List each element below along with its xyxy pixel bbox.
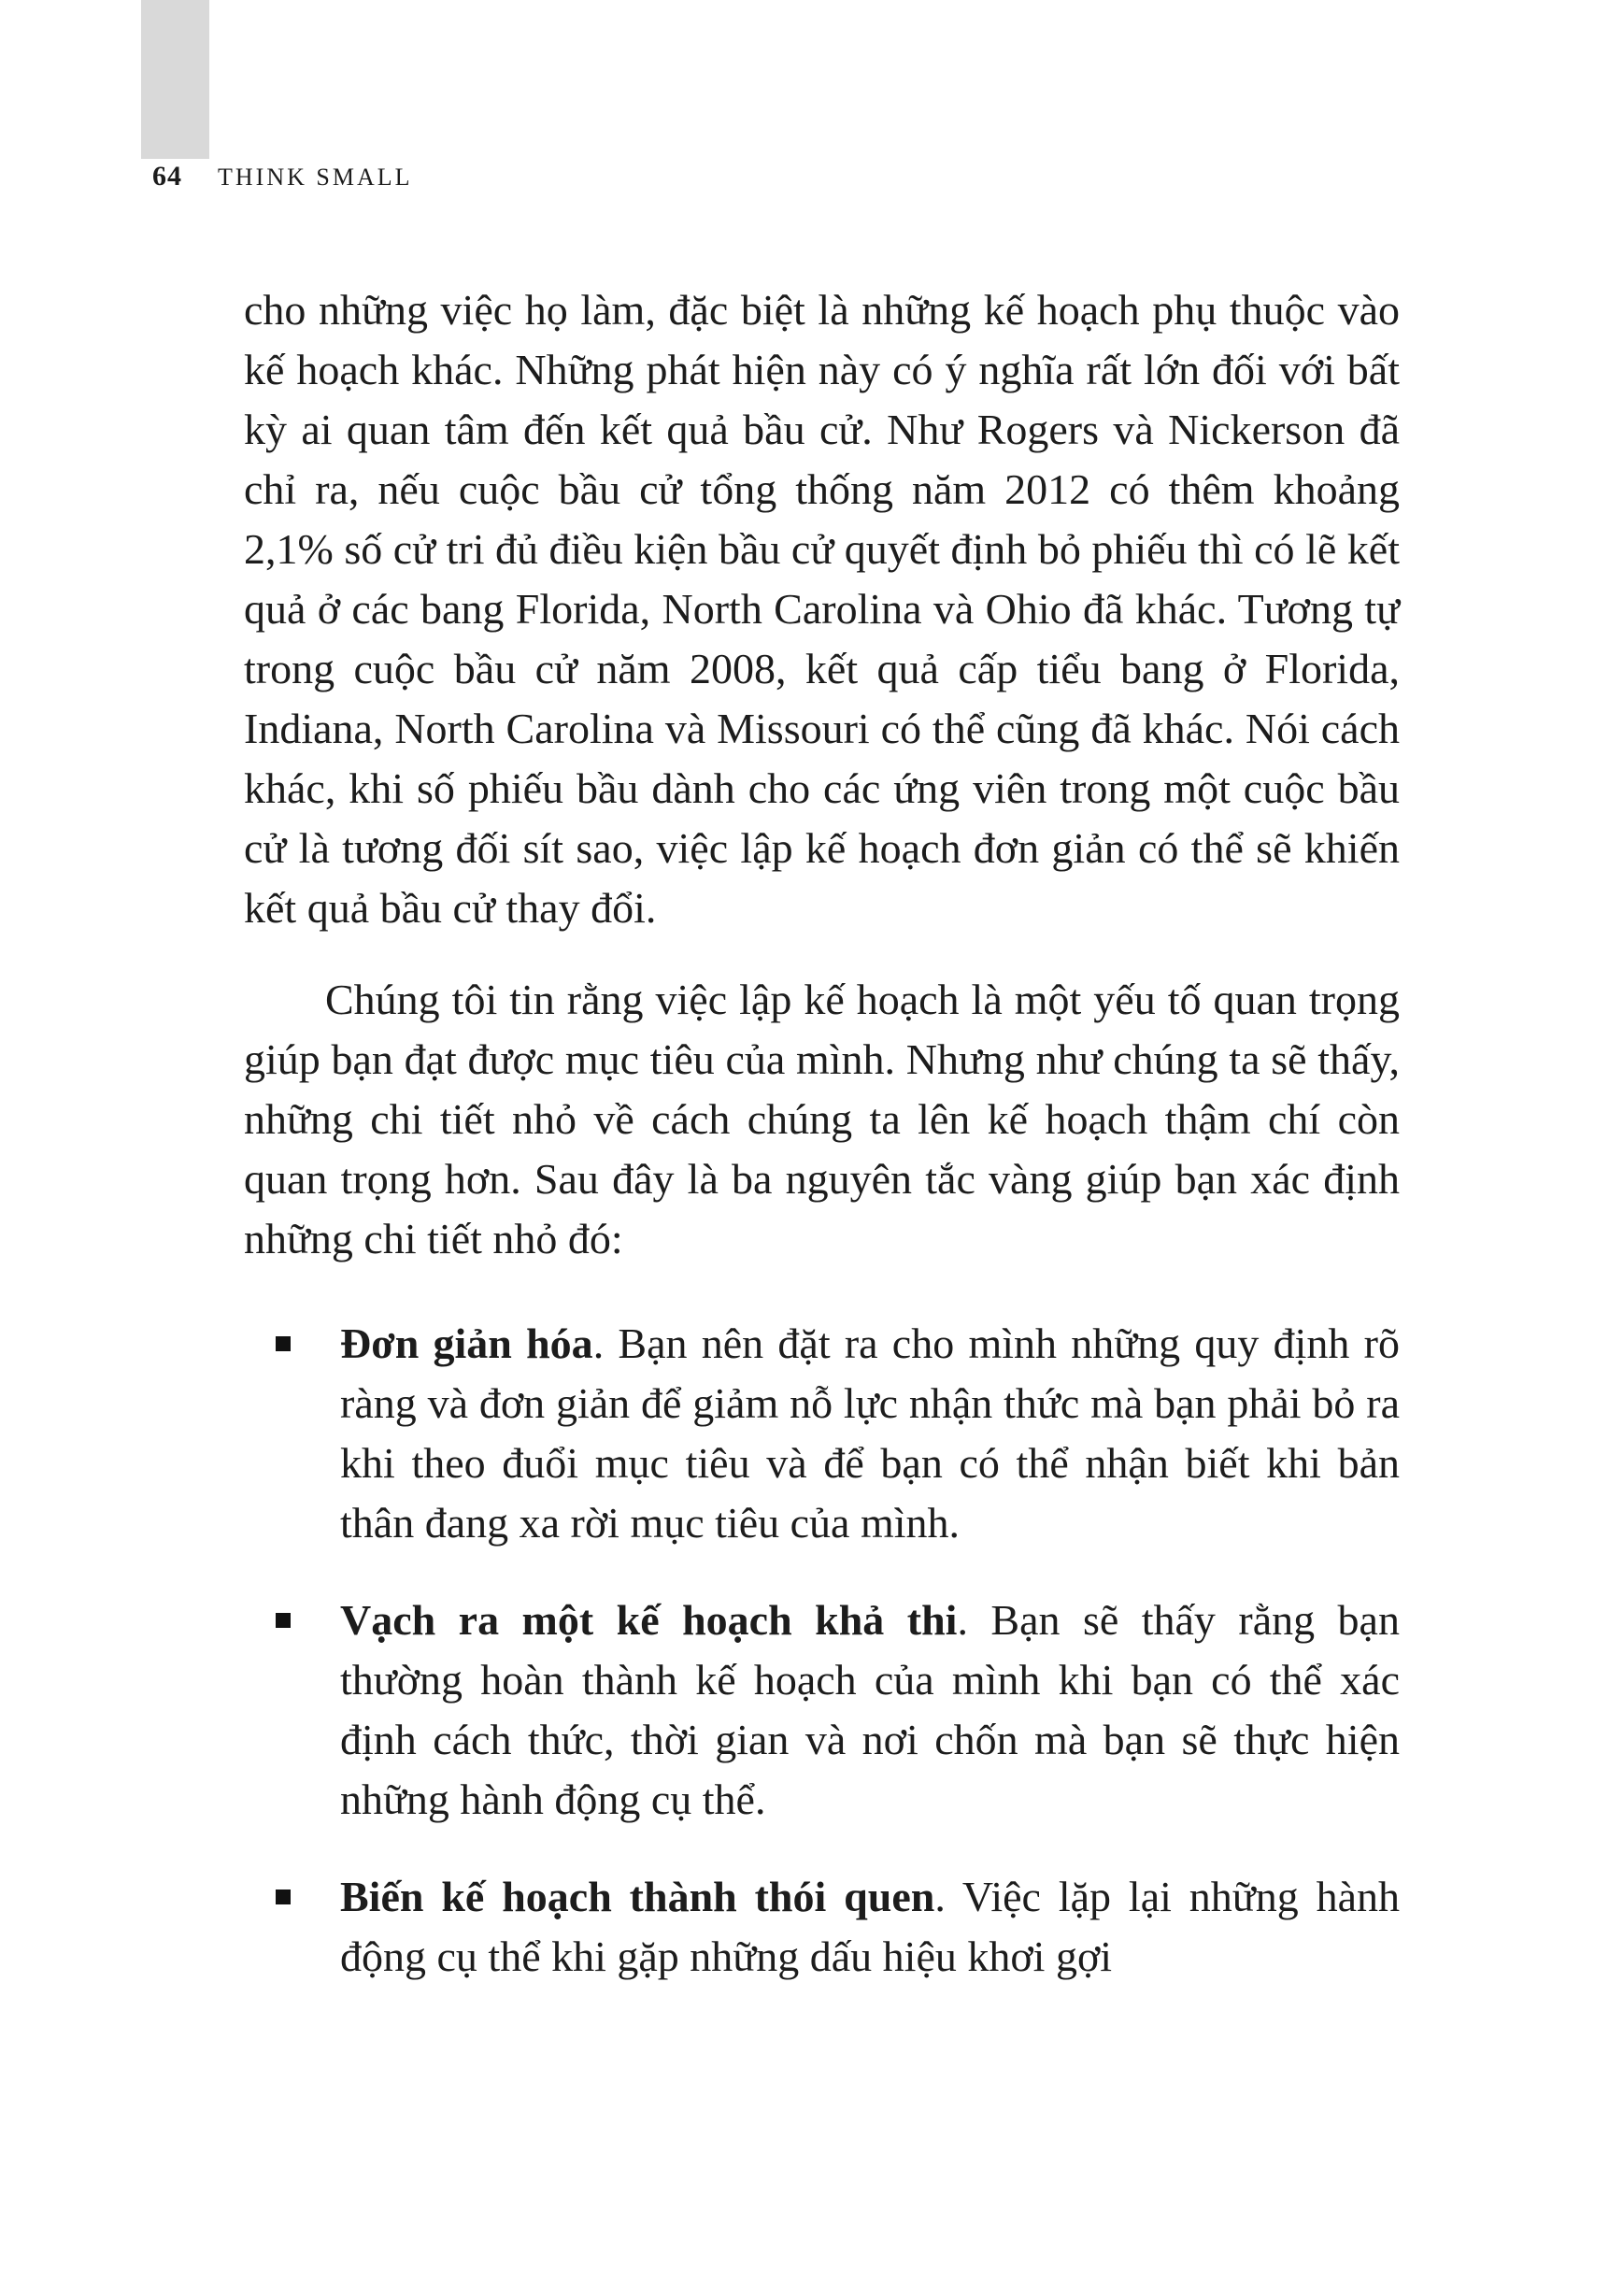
paragraph-continuation: cho những việc họ làm, đặc biệt là những kế hoạch phụ thuộc vào kế hoạch khác. Những phát hiện này có ý nghĩa rất lớn đối với bất kỳ ai quan tâm đến kết quả bầu cử. Như Rogers và Nickerson đã chỉ ra, nếu cuộc bầu cử tổng thống năm 2012 có thêm khoảng 2,1% số cử tri đủ điều kiện bầu cử quyết định bỏ phiếu thì có lẽ kết quả ở các bang Florida, North Carolina và Ohio đã khác. Tương tự trong cuộc bầu cử năm 2008, kết quả cấp tiểu bang ở Florida, Indiana, North Carolina và Missouri có thể cũng đã khác. Nói cách khác, khi số phiếu bầu dành cho các ứng viên trong một cuộc bầu cử là tương đối sít sao, việc lập kế hoạch đơn giản có thể sẽ khiến kết quả bầu cử thay đổi. [244, 286, 1400, 932]
bullet-body-text: . Việc lặp lại những hành động cụ thể khi gặp những dấu hiệu khơi gợi [340, 1873, 1400, 1980]
bullet-lead-text: Đơn giản hóa [340, 1319, 593, 1367]
bullet-lead-text: Vạch ra một kế hoạch khả thi [340, 1596, 958, 1644]
running-header [152, 161, 413, 193]
page-corner-decoration [141, 0, 209, 159]
bullet-body-text: . Bạn sẽ thấy rằng bạn thường hoàn thành kế hoạch của mình khi bạn có thể xác định cách thức, thời gian và nơi chốn mà bạn sẽ thực hiện những hành động cụ thể. [340, 1596, 1400, 1823]
list-item-habit [244, 1867, 1400, 1987]
list-item-feasible-plan [244, 1590, 1400, 1830]
paragraph-intro-principles: Chúng tôi tin rằng việc lập kế hoạch là một yếu tố quan trọng giúp bạn đạt được mục tiêu của mình. Nhưng như chúng ta sẽ thấy, những chi tiết nhỏ về cách chúng ta lên kế hoạch thậm chí còn quan trọng hơn. Sau đây là ba nguyên tắc vàng giúp bạn xác định những chi tiết nhỏ đó: [244, 976, 1400, 1262]
bullet-lead-text: Biến kế hoạch thành thói quen [340, 1873, 935, 1920]
bullet-square-icon [276, 1336, 291, 1351]
principles-bullet-list [244, 1314, 1400, 1987]
bullet-square-icon [276, 1890, 291, 1904]
running-title: THINK SMALL [218, 164, 413, 191]
page-number: 64 [152, 161, 182, 192]
bullet-body-text: . Bạn nên đặt ra cho mình những quy định rõ ràng và đơn giản để giảm nỗ lực nhận thức mà bạn phải bỏ ra khi theo đuổi mục tiêu và để bạn có thể nhận biết khi bản thân đang xa rời mục tiêu của mình. [340, 1319, 1400, 1547]
bullet-square-icon [276, 1613, 291, 1628]
page-body [244, 280, 1400, 1987]
list-item-simplify [244, 1314, 1400, 1553]
